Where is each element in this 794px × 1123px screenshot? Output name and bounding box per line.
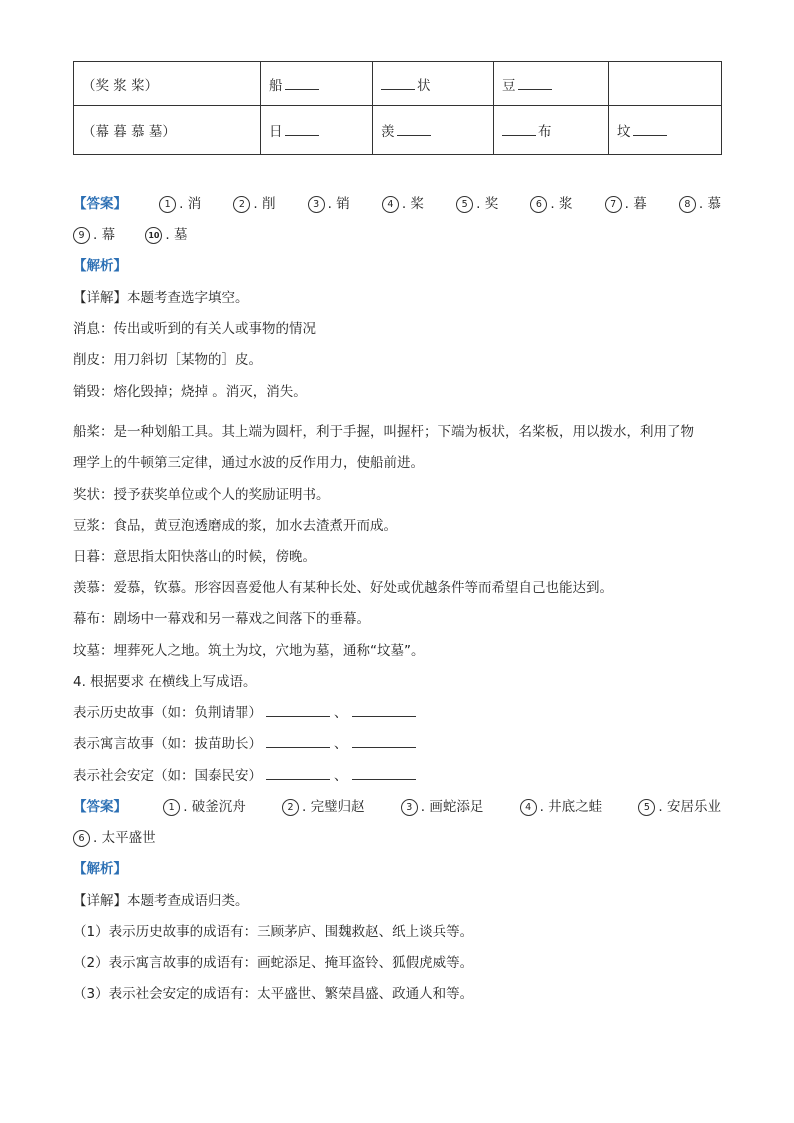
answer-item: 6 . 浆 <box>530 192 572 213</box>
answer-item: 5 . 安居乐业 <box>638 795 721 816</box>
empty-cell <box>609 62 722 106</box>
group-cell: （奖 浆 桨） <box>74 62 261 106</box>
word-cell: 豆 <box>494 62 609 106</box>
answer-item: 1 . 消 <box>159 192 201 213</box>
explanation-line: 羡慕：爱慕，钦慕。形容因喜爱他人有某种长处、好处或优越条件等而希望自己也能达到。 <box>73 580 613 596</box>
explanation-line: （3）表示社会安定的成语有：太平盛世、繁荣昌盛、政通人和等。 <box>73 986 474 1002</box>
answer-blank[interactable] <box>266 767 330 780</box>
explanation-line: 消息：传出或听到的有关人或事物的情况 <box>73 321 316 337</box>
answer-item: 4 . 井底之蛙 <box>520 795 603 816</box>
answer-blank[interactable] <box>518 77 552 90</box>
document-page <box>73 61 721 1002</box>
q4-answer-row-2 <box>73 826 156 847</box>
answer-item: 1 . 破釜沉舟 <box>163 795 246 816</box>
word-cell: 羡 <box>373 106 494 155</box>
explanation-line: 奖状：授予获奖单位或个人的奖励证明书。 <box>73 487 330 503</box>
q4-answer-row <box>73 795 721 816</box>
analysis-tag: 【解析】 <box>73 258 127 274</box>
answer-blank[interactable] <box>266 704 330 717</box>
answer-blank[interactable] <box>352 767 416 780</box>
word-cell: 日 <box>261 106 373 155</box>
answer-item: 3 . 销 <box>308 192 350 213</box>
answer-blank[interactable] <box>502 123 536 136</box>
answer-blank[interactable] <box>285 123 319 136</box>
answer-item: 7 . 暮 <box>605 192 647 213</box>
group-cell: （幕 暮 慕 墓） <box>74 106 261 155</box>
answer-blank[interactable] <box>352 735 416 748</box>
answer-blank[interactable] <box>633 123 667 136</box>
answer-item: 9 . 幕 <box>73 227 115 243</box>
answer-item: 3 . 画蛇添足 <box>401 795 484 816</box>
answer-blank[interactable] <box>352 704 416 717</box>
answer-item: 4 . 桨 <box>382 192 424 213</box>
q3-answer-row <box>73 192 721 213</box>
answer-item: 10 . 墓 <box>145 227 187 243</box>
question-prompt: 表示寓言故事（如：拔苗助长） 、 <box>73 732 420 752</box>
explanation-line: 日暮：意思指太阳快落山的时候，傍晚。 <box>73 549 316 565</box>
answer-blank[interactable] <box>266 735 330 748</box>
explanation-line: 销毁：熔化毁掉；烧掉 。消灭，消失。 <box>73 384 307 400</box>
answer-blank[interactable] <box>397 123 431 136</box>
explanation-line: （1）表示历史故事的成语有：三顾茅庐、围魏救赵、纸上谈兵等。 <box>73 924 474 940</box>
word-cell: 船 <box>261 62 373 106</box>
answer-tag: 【答案】 <box>73 799 127 815</box>
detail-line: 【详解】本题考查成语归类。 <box>73 893 249 909</box>
word-cell: 坟 <box>609 106 722 155</box>
answer-item: 5 . 奖 <box>456 192 498 213</box>
analysis-tag: 【解析】 <box>73 861 127 877</box>
table-row <box>74 62 722 106</box>
answer-item: 2 . 完璧归赵 <box>282 795 365 816</box>
answer-tag: 【答案】 <box>73 196 127 212</box>
q3-answer-row-2 <box>73 223 187 244</box>
answer-blank[interactable] <box>285 77 319 90</box>
explanation-line: 豆浆：食品，黄豆泡透磨成的浆，加水去渣煮开而成。 <box>73 518 397 534</box>
explanation-line: 理学上的牛顿第三定律，通过水波的反作用力，使船前进。 <box>73 455 424 471</box>
question-title: 4. 根据要求 在横线上写成语。 <box>73 674 257 690</box>
word-cell: 布 <box>494 106 609 155</box>
answer-item: 6 . 太平盛世 <box>73 830 156 846</box>
answer-blank[interactable] <box>381 77 415 90</box>
table-row <box>74 106 722 155</box>
explanation-line: 船桨：是一种划船工具。其上端为圆杆，利于手握，叫握杆；下端为板状，名桨板，用以拨水，利用了物 <box>73 424 694 440</box>
detail-line: 【详解】本题考查选字填空。 <box>73 290 249 306</box>
question-prompt: 表示历史故事（如：负荆请罪） 、 <box>73 701 420 721</box>
word-cell: 状 <box>373 62 494 106</box>
explanation-line: （2）表示寓言故事的成语有：画蛇添足、掩耳盗铃、狐假虎威等。 <box>73 955 474 971</box>
explanation-line: 削皮：用刀斜切［某物的］皮。 <box>73 352 262 368</box>
question-prompt: 表示社会安定（如：国泰民安） 、 <box>73 764 420 784</box>
answer-item: 2 . 削 <box>233 192 275 213</box>
fill-in-table <box>73 61 722 155</box>
explanation-line: 幕布：剧场中一幕戏和另一幕戏之间落下的垂幕。 <box>73 611 370 627</box>
explanation-line: 坟墓：埋葬死人之地。筑土为坟，穴地为墓，通称“坟墓”。 <box>73 643 425 659</box>
answer-item: 8 . 慕 <box>679 192 721 213</box>
